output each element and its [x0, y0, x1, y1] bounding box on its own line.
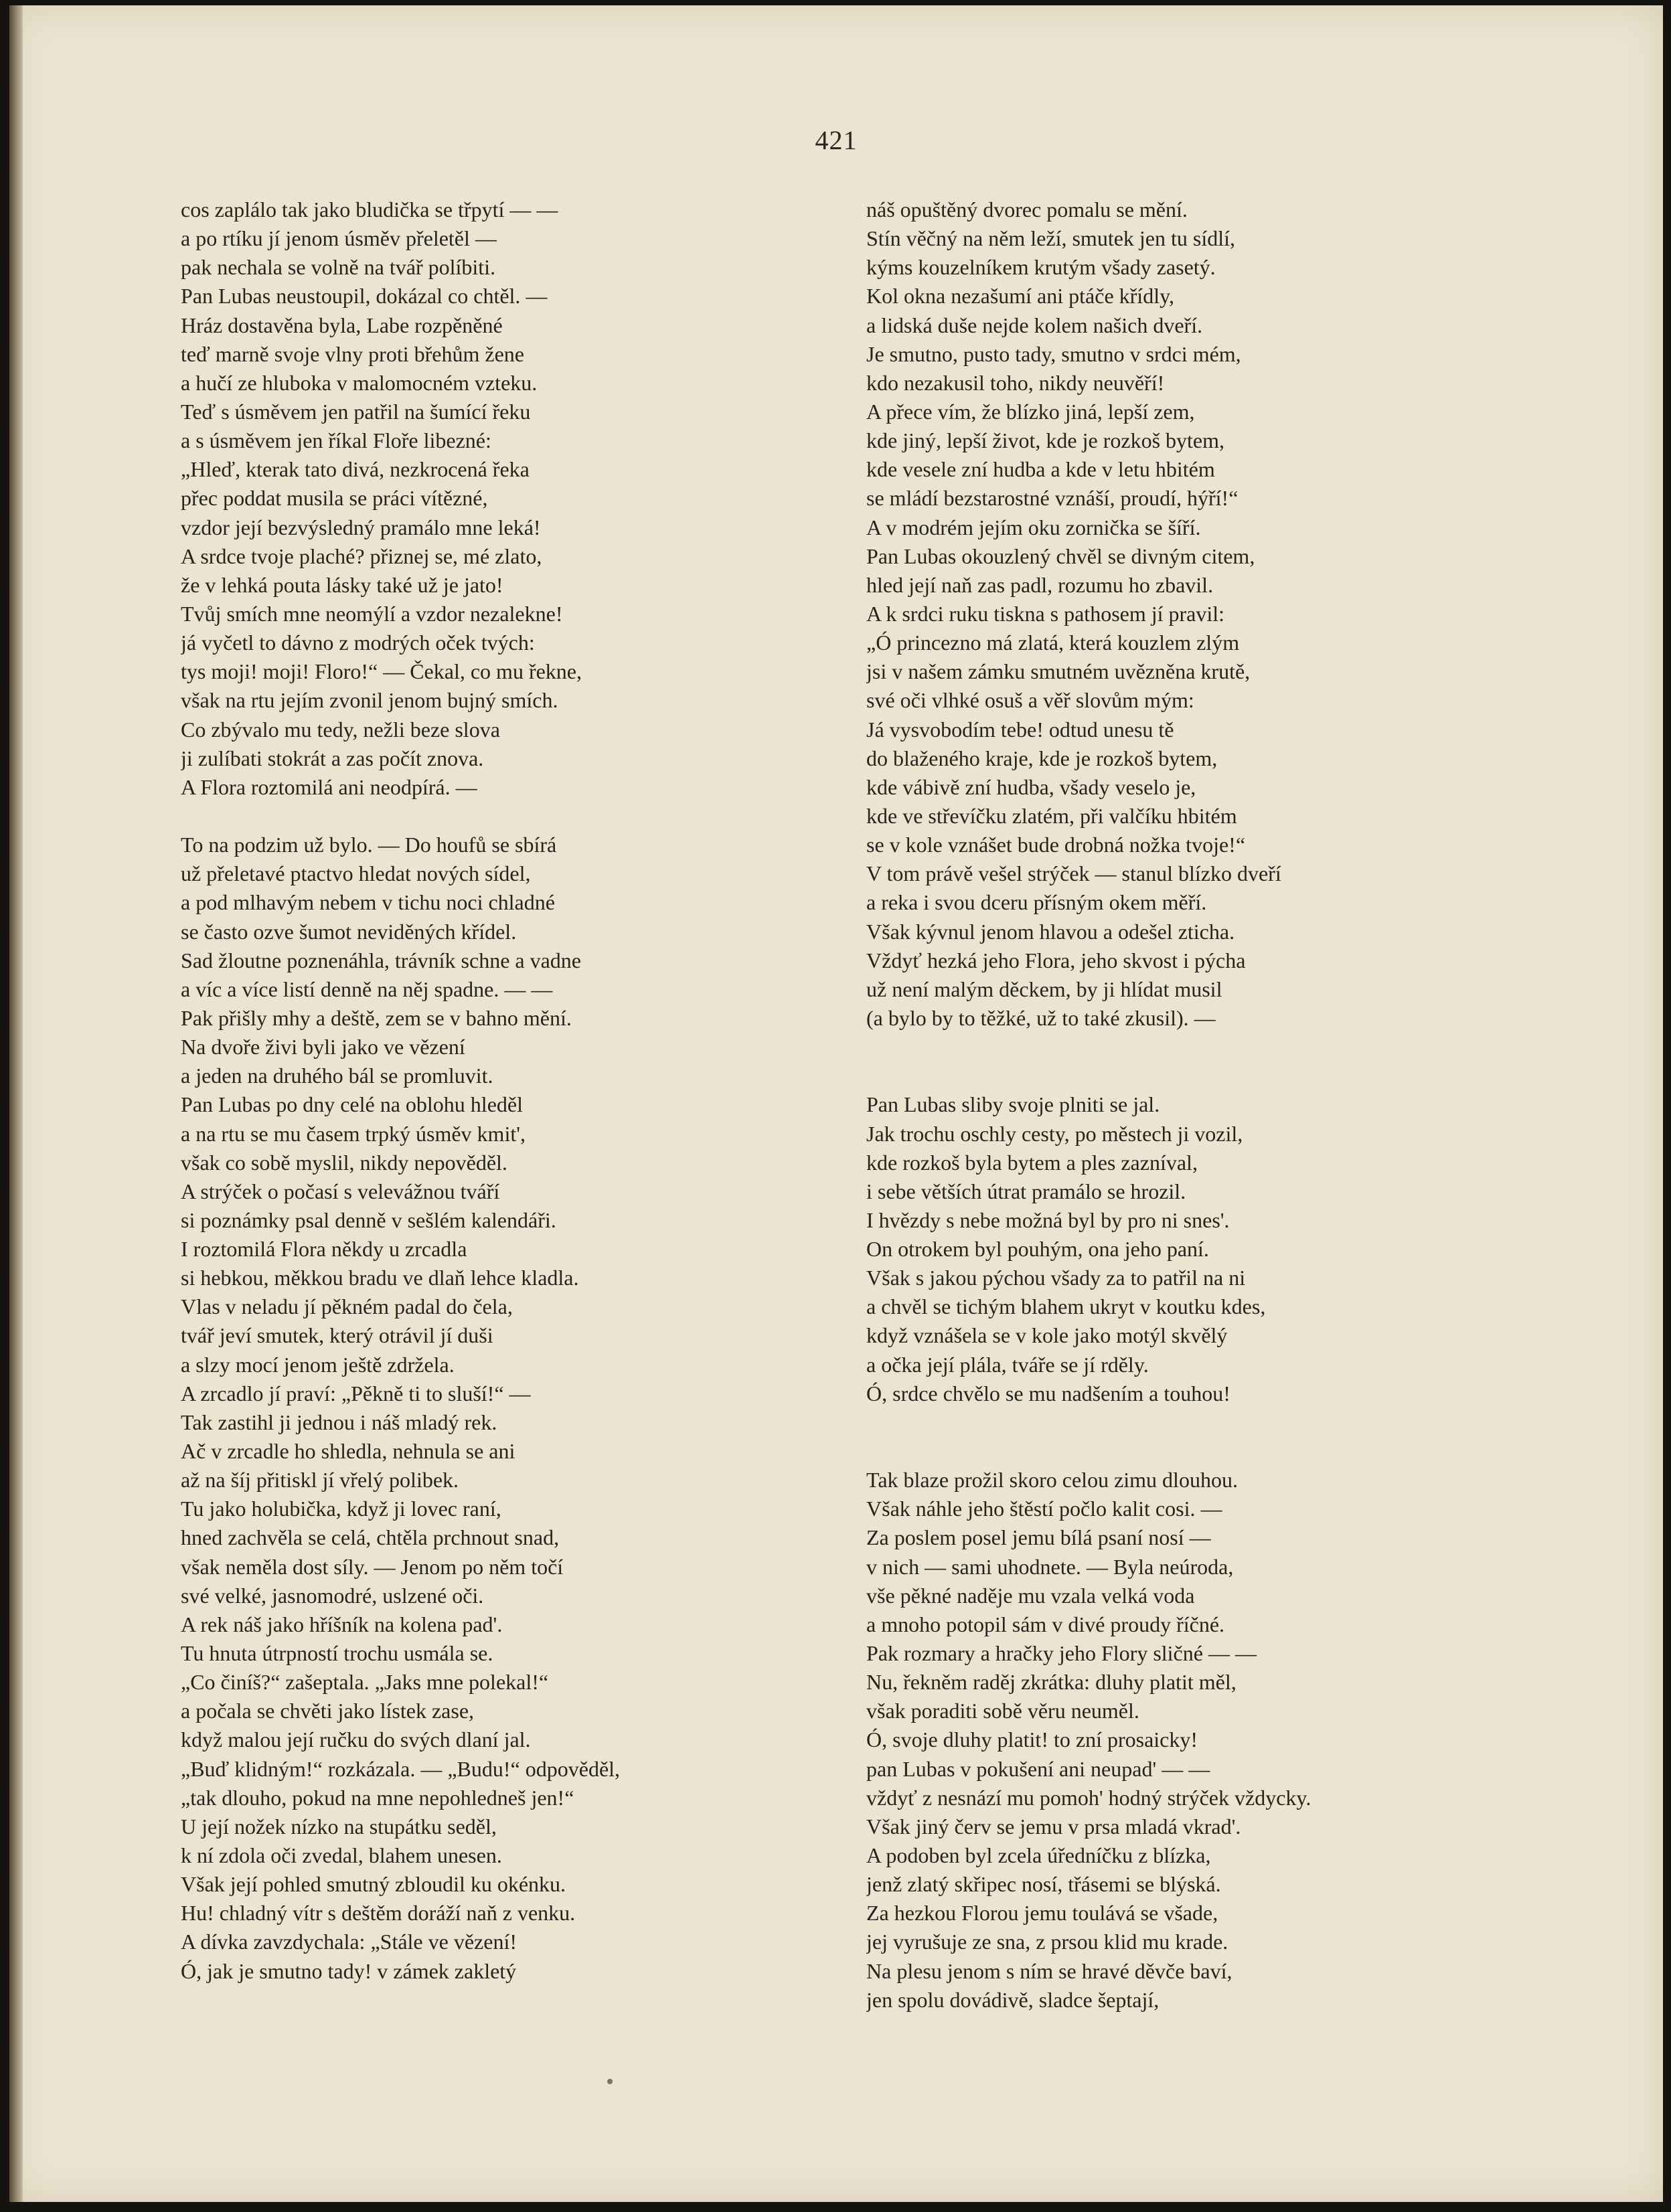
verse-line: Teď s úsměvem jen patřil na šumící řeku [181, 399, 531, 424]
verse-line: I roztomilá Flora někdy u zrcadla [181, 1237, 467, 1262]
verse-line: A k srdci ruku tiskna s pathosem jí pravil: [866, 601, 1225, 626]
verse-line: k ní zdola oči zvedal, blahem unesen. [181, 1843, 502, 1868]
verse-line: V tom právě vešel strýček — stanul blízko dveří [866, 861, 1281, 886]
verse-line: a počala se chvěti jako lístek zase, [181, 1699, 475, 1723]
verse-line: kde jiný, lepší život, kde je rozkoš bytem, [866, 428, 1224, 453]
verse-line: Hu! chladný vítr s deštěm doráží naň z venku. [181, 1901, 576, 1926]
verse-line: už není malým děckem, by ji hlídat musil [866, 976, 1222, 1001]
verse-line: však poraditi sobě věru neuměl. [866, 1699, 1139, 1723]
verse-line: Hráz dostavěna byla, Labe rozpěněné [181, 313, 503, 337]
verse-line: že v lehká pouta lásky také už je jato! [181, 572, 503, 597]
verse-line: a chvěl se tichým blahem ukryt v koutku kdes, [866, 1294, 1266, 1319]
verse-line: Za poslem posel jemu bílá psaní nosí — [866, 1525, 1211, 1550]
verse-line: vše pěkné naděje mu vzala velká voda [866, 1583, 1195, 1608]
verse-line: pan Lubas v pokušení ani neupad' — — [866, 1756, 1210, 1781]
verse-line: Tak zastihl ji jednou i náš mladý rek. [181, 1410, 497, 1434]
verse-line: jenž zlatý skřipec nosí, třásemi se blýská. [866, 1872, 1221, 1897]
verse-line: si hebkou, měkkou bradu ve dlaň lehce kladla. [181, 1266, 579, 1290]
verse-line: až na šíj přitiskl jí vřelý polibek. [181, 1468, 459, 1493]
verse-line: si poznámky psal denně v sešlém kalendáři. [181, 1207, 556, 1232]
verse-line: Ač v zrcadle ho shledla, nehnula se ani [181, 1439, 515, 1464]
verse-line: „tak dlouho, pokud na mne nepohledneš jen!“ [181, 1785, 574, 1810]
verse-line: „Hleď, kterak tato divá, nezkrocená řeka [181, 457, 530, 482]
verse-line: kýms kouzelníkem krutým všady zasetý. [866, 255, 1216, 280]
verse-line: už přeletavé ptactvo hledat nových sídel, [181, 861, 531, 886]
verse-line: však co sobě myslil, nikdy nepověděl. [181, 1150, 507, 1175]
verse-line: Však její pohled smutný zbloudil ku okénku. [181, 1872, 566, 1897]
verse-line: Pak přišly mhy a deště, zem se v bahno mění. [181, 1005, 572, 1030]
verse-line: kde vábivě zní hudba, všady veselo je, [866, 774, 1196, 799]
verse-line: On otrokem byl pouhým, ona jeho paní. [866, 1237, 1209, 1262]
page-number: 421 [815, 125, 858, 155]
left-column [181, 195, 857, 1986]
book-page [9, 5, 1663, 2202]
verse-line: své velké, jasnomodré, uslzené oči. [181, 1583, 484, 1608]
verse-line: ji zulíbati stokrát a zas počít znova. [181, 746, 484, 770]
verse-line: a mnoho potopil sám v divé proudy říčné. [866, 1612, 1225, 1636]
verse-line: Kol okna nezašumí ani ptáče křídly, [866, 284, 1174, 309]
stanza-gap [866, 1061, 1542, 1090]
verse-line: Vždyť hezká jeho Flora, jeho skvost i pýcha [866, 948, 1246, 972]
verse-line: však neměla dost síly. — Jenom po něm točí [181, 1554, 564, 1579]
verse-line: své oči vlhké osuš a věř slovům mým: [866, 688, 1194, 713]
verse-line: a očka její plála, tváře se jí rděly. [866, 1352, 1149, 1377]
verse-line: se mládí bezstarostné vznáší, proudí, hýří!“ [866, 486, 1239, 511]
verse-line: Pan Lubas okouzlený chvěl se divným citem, [866, 543, 1255, 568]
verse-line: Za hezkou Florou jemu toulává se všade, [866, 1901, 1218, 1926]
verse-line: a po rtíku jí jenom úsměv přeletěl — [181, 226, 497, 251]
verse-line: A dívka zavzdychala: „Stále ve vězení! [181, 1930, 517, 1954]
verse-line: Však jiný červ se jemu v prsa mladá vkrad'. [866, 1814, 1241, 1839]
right-column [866, 195, 1542, 2015]
verse-line: A zrcadlo jí praví: „Pěkně ti to sluší!“ — [181, 1381, 531, 1406]
verse-line: Já vysvobodím tebe! odtud unesu tě [866, 717, 1174, 742]
stanza-gap [866, 1437, 1542, 1466]
verse-line: A v modrém jejím oku zornička se šíří. [866, 515, 1201, 539]
stanza-gap [866, 1033, 1542, 1061]
verse-line: se často ozve šumot neviděných křídel. [181, 919, 517, 944]
verse-line: Ó, svoje dluhy platit! to zní prosaicky! [866, 1727, 1198, 1752]
verse-line: teď marně svoje vlny proti břehům žene [181, 341, 524, 366]
verse-line: Tu hnuta útrpností trochu usmála se. [181, 1641, 493, 1666]
verse-line: Však náhle jeho štěstí počlo kalit cosi. — [866, 1497, 1222, 1521]
verse-line: Tvůj smích mne neomýlí a vzdor nezalekne! [181, 601, 563, 626]
page-binding-edge [9, 5, 23, 2202]
verse-line: když vznášela se v kole jako motýl skvělý [866, 1323, 1228, 1348]
verse-line: Jak trochu oschly cesty, po městech ji vozil, [866, 1121, 1243, 1146]
verse-line: Pan Lubas po dny celé na oblohu hleděl [181, 1092, 523, 1117]
verse-line: když malou její ručku do svých dlaní jal. [181, 1727, 531, 1752]
verse-line: Tak blaze prožil skoro celou zimu dlouhou. [866, 1468, 1238, 1493]
ink-dot [607, 2079, 613, 2084]
verse-line: Však s jakou pýchou všady za to patřil na ni [866, 1266, 1246, 1290]
verse-line: A Flora roztomilá ani neodpírá. — [181, 774, 477, 799]
verse-line: přec poddat musila se práci vítězné, [181, 486, 488, 511]
verse-line: kde vesele zní hudba a kde v letu hbitém [866, 457, 1215, 482]
verse-line: vzdor její bezvýsledný pramálo mne leká! [181, 515, 541, 539]
verse-line: Pak rozmary a hračky jeho Flory sličné — — [866, 1641, 1257, 1666]
stanza-gap [866, 1408, 1542, 1437]
verse-line: Však kývnul jenom hlavou a odešel zticha. [866, 919, 1235, 944]
verse-line: kde ve střevíčku zlatém, při valčíku hbitém [866, 803, 1237, 828]
verse-line: jen spolu dovádivě, sladce šeptají, [866, 1987, 1160, 2012]
verse-line: hled její naň zas padl, rozumu ho zbavil. [866, 572, 1214, 597]
verse-line: Pan Lubas neustoupil, dokázal co chtěl. — [181, 284, 548, 309]
verse-line: Vlas v neladu jí pěkném padal do čela, [181, 1294, 513, 1319]
verse-line: Na dvoře živi byli jako ve vězení [181, 1035, 465, 1059]
verse-line: tvář jeví smutek, který otrávil jí duši [181, 1323, 493, 1348]
verse-line: Ó, srdce chvělo se mu nadšením a touhou! [866, 1381, 1230, 1406]
verse-line: kdo nezakusil toho, nikdy neuvěří! [866, 370, 1165, 395]
verse-line: hned zachvěla se celá, chtěla prchnout snad, [181, 1525, 560, 1550]
verse-line: Co zbývalo mu tedy, nežli beze slova [181, 717, 500, 742]
verse-line: Je smutno, pusto tady, smutno v srdci mém, [866, 341, 1241, 366]
verse-line: (a bylo by to těžké, už to také zkusil). — [866, 1005, 1216, 1030]
verse-line: a slzy mocí jenom ještě zdržela. [181, 1352, 455, 1377]
verse-line: a jeden na druhého bál se promluvit. [181, 1064, 493, 1088]
verse-line: cos zaplálo tak jako bludička se třpytí — — [181, 197, 558, 222]
verse-line: se v kole vznášet bude drobná nožka tvoje!“ [866, 833, 1246, 857]
verse-line: a s úsměvem jen říkal Floře libezné: [181, 428, 491, 453]
verse-line: Tu jako holubička, když ji lovec raní, [181, 1497, 501, 1521]
verse-line: A srdce tvoje plaché? přiznej se, mé zlato, [181, 543, 542, 568]
verse-line: A rek náš jako hříšník na kolena pad'. [181, 1612, 503, 1636]
verse-line: v nich — sami uhodnete. — Byla neúroda, [866, 1554, 1234, 1579]
verse-line: Na plesu jenom s ním se hravé děvče baví, [866, 1958, 1232, 1983]
verse-line: však na rtu jejím zvonil jenom bujný smích. [181, 688, 558, 713]
verse-line: já vyčetl to dávno z modrých oček tvých: [181, 630, 535, 655]
verse-line: a lidská duše nejde kolem našich dveří. [866, 313, 1203, 337]
verse-line: pak nechala se volně na tvář políbiti. [181, 255, 496, 280]
verse-line: a hučí ze hluboka v malomocném vzteku. [181, 370, 538, 395]
verse-line: a víc a více listí denně na něj spadne. — — [181, 976, 553, 1001]
verse-line: do blaženého kraje, kde je rozkoš bytem, [866, 746, 1218, 770]
verse-line: A strýček o počasí s velevážnou tváří [181, 1179, 500, 1203]
verse-line: „Buď klidným!“ rozkázala. — „Budu!“ odpověděl, [181, 1756, 621, 1781]
verse-line: I hvězdy s nebe možná byl by pro ni snes'. [866, 1207, 1230, 1232]
verse-line: kde rozkoš byla bytem a ples zazníval, [866, 1150, 1198, 1175]
verse-line: i sebe větších útrat pramálo se hrozil. [866, 1179, 1186, 1203]
verse-line: „Co činíš?“ zašeptala. „Jaks mne polekal!“ [181, 1670, 549, 1695]
verse-line: Sad žloutne poznenáhla, trávník schne a vadne [181, 948, 581, 972]
verse-line: A podoben byl zcela úředníčku z blízka, [866, 1843, 1211, 1868]
verse-line: a reka i svou dceru přísným okem měří. [866, 890, 1207, 915]
verse-line: náš opuštěný dvorec pomalu se mění. [866, 197, 1188, 222]
verse-line: jej vyrušuje ze sna, z prsou klid mu krade. [866, 1930, 1228, 1954]
verse-line: Nu, řekněm raděj zkrátka: dluhy platit měl, [866, 1670, 1237, 1695]
verse-line: a pod mlhavým nebem v tichu noci chladné [181, 890, 555, 915]
stanza-gap [181, 802, 857, 831]
verse-line: To na podzim už bylo. — Do houfů se sbírá [181, 833, 557, 857]
verse-line: „Ó princezno má zlatá, která kouzlem zlým [866, 630, 1240, 655]
verse-line: jsi v našem zámku smutném uvězněna krutě, [866, 659, 1251, 684]
verse-line: Ó, jak je smutno tady! v zámek zakletý [181, 1958, 517, 1983]
verse-line: vždyť z nesnází mu pomoh' hodný strýček vždycky. [866, 1785, 1311, 1810]
verse-line: U její nožek nízko na stupátku seděl, [181, 1814, 497, 1839]
verse-line: A přece vím, že blízko jiná, lepší zem, [866, 399, 1195, 424]
verse-line: a na rtu se mu časem trpký úsměv kmit', [181, 1121, 526, 1146]
verse-line: Stín věčný na něm leží, smutek jen tu sídlí, [866, 226, 1236, 251]
verse-line: Pan Lubas sliby svoje plniti se jal. [866, 1092, 1160, 1117]
verse-line: tys moji! moji! Floro!“ — Čekal, co mu řekne, [181, 659, 582, 684]
